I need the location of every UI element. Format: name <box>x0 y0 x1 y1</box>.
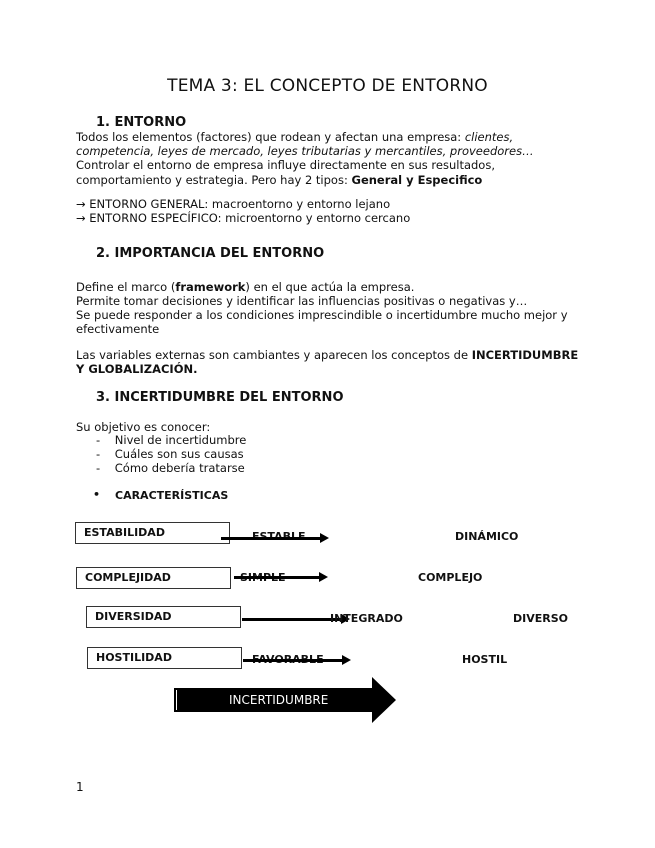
char-to-complejo: COMPLEJO <box>418 571 483 584</box>
incertidumbre-arrow-label: INCERTIDUMBRE <box>229 693 329 707</box>
char-box-diversidad: DIVERSIDAD <box>86 606 241 628</box>
arrow-line <box>243 659 343 662</box>
section-1-heading: 1. ENTORNO <box>96 115 187 130</box>
page-number: 1 <box>76 780 84 794</box>
s2-line-2: Permite tomar decisiones y identificar las influencias positivas o negativas y… <box>76 294 528 308</box>
arrow-head <box>342 655 351 665</box>
arrow-head <box>320 533 329 543</box>
arrow-head <box>319 572 328 582</box>
s1-list-item-general: → ENTORNO GENERAL: macroentorno y entorno lejano <box>76 197 391 211</box>
list-item: - Cómo debería tratarse <box>96 461 245 475</box>
list-item: - Nivel de incertidumbre <box>96 433 247 447</box>
s2-line-5: Las variables externas son cambiantes y aparecen los conceptos de INCERTIDUMBRE <box>76 348 579 362</box>
caracteristicas-heading: CARACTERÍSTICAS <box>115 489 229 502</box>
char-from-integrado: INTEGRADO <box>330 612 403 625</box>
s2-line-4: efectivamente <box>76 322 160 336</box>
section-2-heading: 2. IMPORTANCIA DEL ENTORNO <box>96 246 325 261</box>
arrow-line <box>221 537 321 540</box>
char-box-hostilidad: HOSTILIDAD <box>87 647 242 669</box>
s1-paragraph-line-4: comportamiento y estrategia. Pero hay 2 tipos: General y Especifico <box>76 173 483 187</box>
page-title: TEMA 3: EL CONCEPTO DE ENTORNO <box>167 76 488 96</box>
arrow-line <box>242 618 342 621</box>
bullet-dot: • <box>93 488 101 501</box>
s2-line-6: Y GLOBALIZACIÓN. <box>76 362 198 376</box>
char-to-hostil: HOSTIL <box>462 653 508 666</box>
arrow-accent-line <box>176 690 177 710</box>
s1-list-item-especifico: → ENTORNO ESPECÍFICO: microentorno y entorno cercano <box>76 211 411 225</box>
list-item: - Cuáles son sus causas <box>96 447 244 461</box>
s1-paragraph-line-3: Controlar el entorno de empresa influye directamente en sus resultados, <box>76 158 495 172</box>
s1-paragraph-line-1: Todos los elementos (factores) que rodean y afectan una empresa: clientes, <box>76 130 514 144</box>
s3-intro: Su objetivo es conocer: <box>76 420 211 434</box>
section-3-heading: 3. INCERTIDUMBRE DEL ENTORNO <box>96 390 344 405</box>
arrow-line <box>234 576 320 579</box>
s1-paragraph-line-2: competencia, leyes de mercado, leyes tributarias y mercantiles, proveedores… <box>76 144 534 158</box>
s2-line-1: Define el marco (framework) en el que actúa la empresa. <box>76 280 415 294</box>
char-box-complejidad: COMPLEJIDAD <box>76 567 231 589</box>
char-to-diverso: DIVERSO <box>513 612 568 625</box>
char-box-estabilidad: ESTABILIDAD <box>75 522 230 544</box>
char-to-dinamico: DINÁMICO <box>455 530 519 543</box>
s2-line-3: Se puede responder a los condiciones imprescindible o incertidumbre mucho mejor y <box>76 308 568 322</box>
